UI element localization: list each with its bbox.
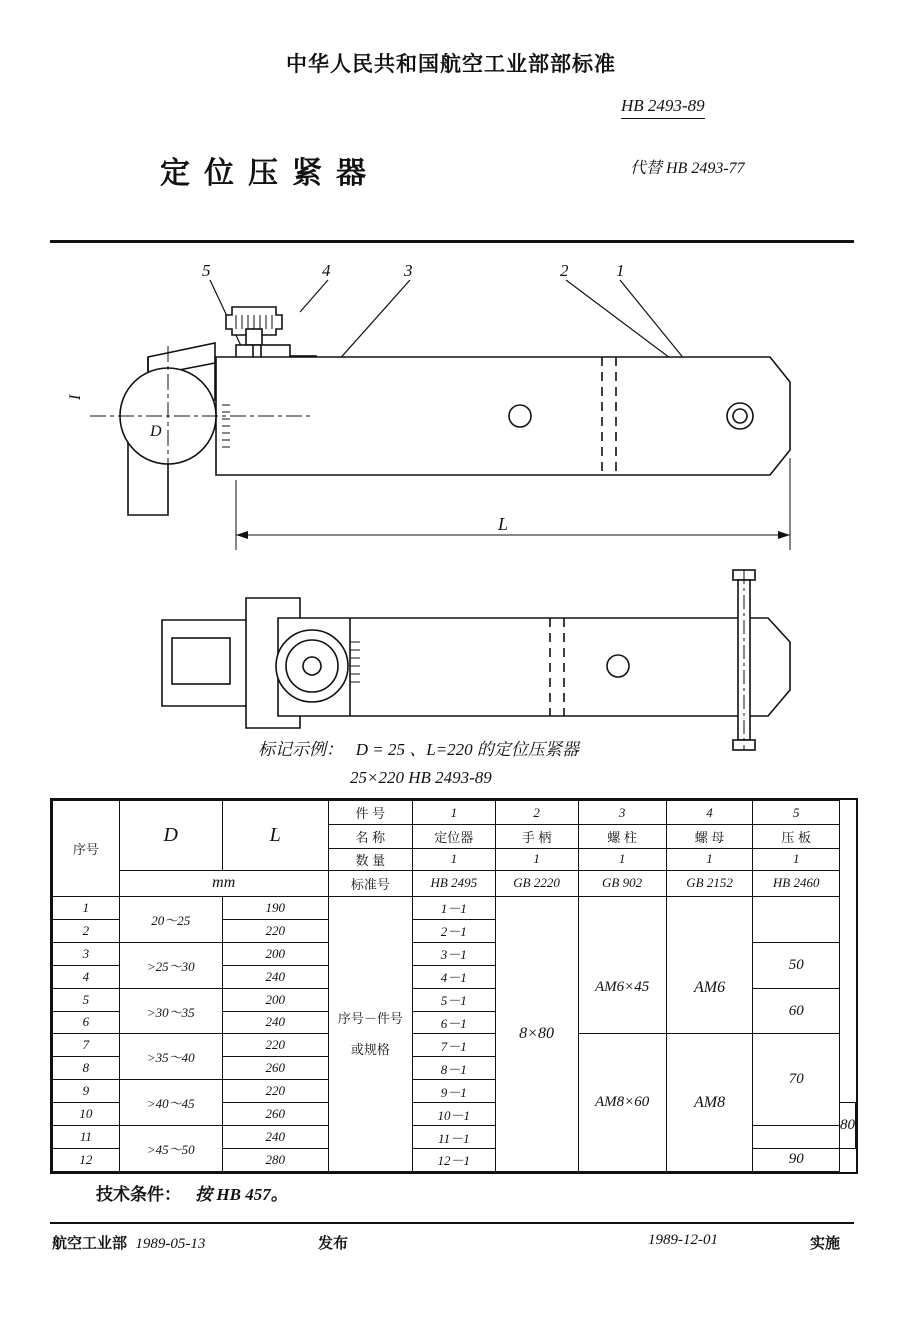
th-col-3: 3 (578, 801, 666, 825)
svg-text:5: 5 (202, 261, 211, 280)
cell-part: 5－1 (412, 988, 495, 1011)
cell-part: 6－1 (412, 1011, 495, 1034)
part-name-2: 手 柄 (495, 825, 578, 849)
th-D: D (119, 801, 222, 871)
svg-text:I: I (67, 394, 84, 400)
part-qty-2: 1 (495, 849, 578, 871)
footer-effective-date: 1989-12-01 (648, 1232, 718, 1248)
part-name-5: 压 板 (753, 825, 840, 849)
cell-D: >30～35 (119, 988, 222, 1034)
bolt-spec-1: AM6×45 (578, 942, 666, 1034)
cell-seq: 6 (53, 1011, 120, 1034)
cell-part: 9－1 (412, 1080, 495, 1103)
cell-seq: 5 (53, 988, 120, 1011)
footer-issue-date: 1989-05-13 (135, 1236, 206, 1252)
cell-L: 220 (222, 919, 328, 942)
cell-L: 260 (222, 1103, 328, 1126)
cell-D: 20～25 (119, 897, 222, 943)
cell-L: 220 (222, 1080, 328, 1103)
table-row (53, 942, 856, 965)
cell-seq: 11 (53, 1126, 120, 1149)
technical-conditions (96, 1180, 288, 1205)
marking-code: 25×220 HB 2493-89 (350, 768, 492, 787)
svg-text:2: 2 (560, 261, 569, 280)
cell-L: 240 (222, 1126, 328, 1149)
svg-text:L: L (498, 514, 509, 534)
th-col-4: 4 (666, 801, 753, 825)
cell-seq: 1 (53, 897, 120, 920)
svg-text:D: D (150, 423, 162, 440)
cell-L: 220 (222, 1034, 328, 1057)
th-col-5: 5 (753, 801, 840, 825)
tech-value: 按 HB 457。 (195, 1185, 288, 1204)
cell-part: 11－1 (412, 1126, 495, 1149)
cell-seq: 4 (53, 965, 120, 988)
header-divider (50, 240, 854, 243)
cell-D: >25～30 (119, 942, 222, 988)
part-qty-1: 1 (412, 849, 495, 871)
nut-spec-1: AM6 (666, 942, 753, 1034)
bolt-spec-2: AM8×60 (578, 1034, 666, 1172)
cell-part: 2－1 (412, 919, 495, 942)
cell-D: >45～50 (119, 1126, 222, 1172)
cell-seq: 8 (53, 1057, 120, 1080)
th-name: 名 称 (328, 825, 412, 849)
cell-L: 240 (222, 965, 328, 988)
ministry-title: 中华人民共和国航空工业部部标准 (286, 53, 616, 76)
cell-part: 12－1 (412, 1148, 495, 1171)
th-part-no: 件 号 (328, 801, 412, 825)
plate-spec-1: 50 (753, 942, 840, 988)
part-std-2: GB 2220 (495, 870, 578, 896)
marking-label: 标记示例： (258, 740, 343, 759)
cell-seq: 9 (53, 1080, 120, 1103)
part-name-1: 定位器 (412, 825, 495, 849)
footer-implement: 实施 (810, 1235, 841, 1252)
part-std-4: GB 2152 (666, 870, 753, 896)
marking-example (258, 735, 579, 760)
cell-L: 200 (222, 988, 328, 1011)
marking-example-text: D = 25 、L=220 的定位压紧器 (355, 740, 579, 759)
th-qty: 数 量 (328, 849, 412, 871)
plate-spec-2: 60 (753, 988, 840, 1034)
cell-seq: 2 (53, 919, 120, 942)
th-unit: mm (119, 870, 328, 896)
cell-D: >35～40 (119, 1034, 222, 1080)
plate-spec-4: 80 (840, 1103, 856, 1149)
cell-L: 280 (222, 1148, 328, 1171)
nut-spec-2: AM8 (666, 1034, 753, 1172)
cell-part: 3－1 (412, 942, 495, 965)
svg-text:1: 1 (616, 261, 625, 280)
part-qty-5: 1 (753, 849, 840, 871)
replaces-note: 代替 HB 2493-77 (630, 160, 745, 177)
cell-seq: 3 (53, 942, 120, 965)
part-std-1: HB 2495 (412, 870, 495, 896)
seq-part-note: 序号－件号 或规格 (328, 897, 412, 1172)
cell-part: 7－1 (412, 1034, 495, 1057)
cell-L: 260 (222, 1057, 328, 1080)
cell-seq: 12 (53, 1148, 120, 1171)
plate-spec-3: 70 (753, 1034, 840, 1126)
svg-text:4: 4 (322, 261, 331, 280)
plate-spec-5: 90 (753, 1148, 840, 1171)
cell-part: 4－1 (412, 965, 495, 988)
table-row (53, 1034, 856, 1057)
part-qty-3: 1 (578, 849, 666, 871)
part-name-4: 螺 母 (666, 825, 753, 849)
th-col-2: 2 (495, 801, 578, 825)
technical-drawing (50, 250, 854, 790)
cell-L: 240 (222, 1011, 328, 1034)
part-name-3: 螺 柱 (578, 825, 666, 849)
cell-L: 200 (222, 942, 328, 965)
svg-text:3: 3 (404, 261, 413, 280)
table-row (53, 897, 856, 920)
cell-part: 8－1 (412, 1057, 495, 1080)
cell-D: >40～45 (119, 1080, 222, 1126)
footer-issuer-block (52, 1232, 205, 1253)
page-title: 定位压紧器 (160, 157, 380, 190)
cell-L: 190 (222, 897, 328, 920)
part-std-5: HB 2460 (753, 870, 840, 896)
tech-label: 技术条件： (96, 1185, 181, 1204)
footer-publish: 发布 (318, 1235, 349, 1252)
th-L: L (222, 801, 328, 871)
cell-seq: 7 (53, 1034, 120, 1057)
standard-number: HB 2493-89 (621, 96, 705, 115)
cell-seq: 10 (53, 1103, 120, 1126)
th-col-1: 1 (412, 801, 495, 825)
footer-divider (50, 1222, 854, 1224)
part-qty-4: 1 (666, 849, 753, 871)
cell-part: 1－1 (412, 897, 495, 920)
specification-table (50, 798, 858, 1174)
cell-part: 10－1 (412, 1103, 495, 1126)
part-std-3: GB 902 (578, 870, 666, 896)
th-std-no: 标准号 (328, 870, 412, 896)
th-seq: 序号 (53, 801, 120, 897)
footer-issuer: 航空工业部 (52, 1235, 128, 1252)
handle-spec: 8×80 (495, 897, 578, 1172)
